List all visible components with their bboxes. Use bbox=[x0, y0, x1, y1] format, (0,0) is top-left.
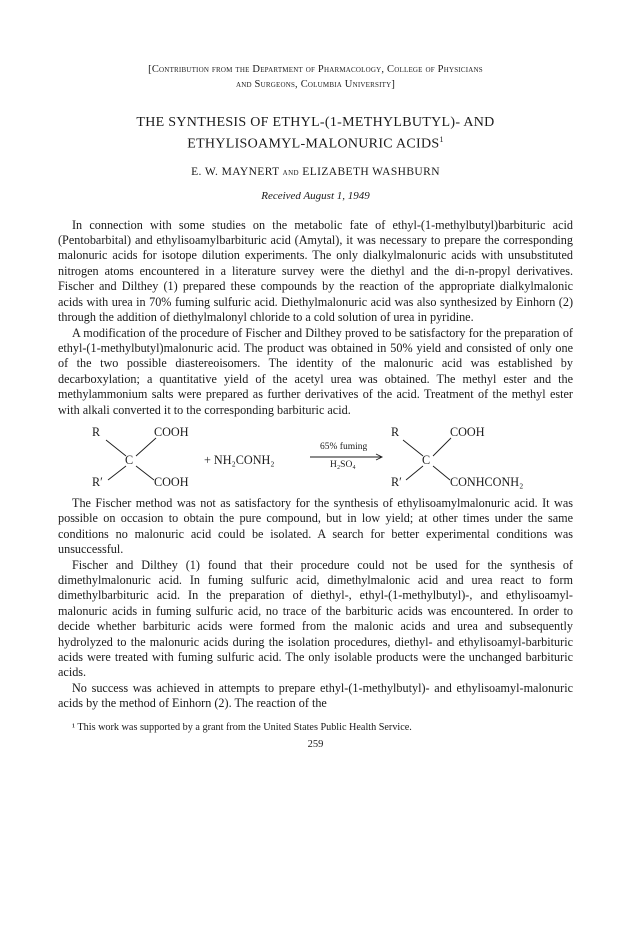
right-rprime-group: R′ bbox=[391, 474, 402, 489]
paragraph-1: In connection with some studies on the metabolic fate of ethyl-(1-methylbutyl)barbituric acid (Pentobarbital) and ethylisoamylbarbituric acid (Amytal), it was necessary to prepare the corresponding malonuric acids for isotope dilution experiments. The only dialkylmalonuric acids with unsubstituted nitrogen atoms encountered in a literature survey were the diethyl and the di-n-propyl derivatives. Fischer and Dilthey (1) prepared these compounds by the reaction of the appropriate dialkylmalonic acids with urea in 70% fuming sulfuric acid. Diethylmalonuric acid was also synthesized by Einhorn (2) through the addition of diethylmalonyl chloride to a cold solution of urea in pyridine. bbox=[58, 217, 573, 325]
contribution-line-1: [Contribution from the Department of Pharmacology, College of Physicians bbox=[148, 64, 483, 75]
page-number: 259 bbox=[307, 738, 324, 750]
authors bbox=[58, 166, 573, 178]
title-line-2: ETHYLISOAMYL-MALONURIC ACIDS$^1$ bbox=[187, 135, 444, 152]
urea-reagent: + NH₂CONH₂ bbox=[204, 452, 275, 467]
left-r-group: R bbox=[92, 424, 101, 439]
left-rprime-group: R′ bbox=[92, 474, 103, 489]
paragraph-3: The Fischer method was not as satisfactory for the synthesis of ethylisoamylmalonuric acid. It was possible on occasion to obtain the pure compound, but in low yield; at other times under the same conditions no malonuric acid could be isolated. A search for better experimental conditions was unsuccessful. bbox=[58, 495, 573, 557]
right-cooh-top: COOH bbox=[450, 424, 485, 439]
right-carbon: C bbox=[422, 452, 431, 467]
paragraph-2: A modification of the procedure of Fischer and Dilthey proved to be satisfactory for the preparation of ethyl-(1-methylbutyl)malonuric acid. The product was obtained in 50% yield and consisted of only one of the two possible diastereoisomers. The identity of the malonuric acid was established by decarboxylation; a quantitative yield of the acetyl urea was obtained. The methyl ester and the methylammonium salts were prepared as further derivatives of the acid. Treatment of the methyl ester with alkali converted it to the corresponding barbituric acid. bbox=[58, 325, 573, 417]
author-2: ELIZABETH WASHBURN bbox=[302, 165, 440, 178]
title-line-1: THE SYNTHESIS OF ETHYL-(1-METHYLBUTYL)- AND bbox=[136, 115, 495, 130]
contribution-header bbox=[58, 62, 573, 92]
arrow-condition-below: H₂SO₄ bbox=[330, 459, 356, 470]
footnote: ¹ This work was supported by a grant from the United States Public Health Service. bbox=[72, 721, 412, 733]
left-cooh-top: COOH bbox=[154, 424, 189, 439]
left-cooh-bottom: COOH bbox=[154, 474, 189, 489]
paper-page bbox=[58, 62, 573, 750]
contribution-line-2: and Surgeons, Columbia University] bbox=[235, 79, 396, 90]
author-1: E. W. MAYNERT bbox=[191, 165, 280, 178]
left-carbon: C bbox=[125, 452, 134, 467]
author-and: and bbox=[282, 166, 299, 178]
title-footnote-mark: 1 bbox=[439, 135, 444, 144]
arrow-condition-above: 65% fuming bbox=[320, 441, 368, 452]
paragraph-5: No success was achieved in attempts to prepare ethyl-(1-methylbutyl)- and ethylisoamyl-malonuric acids by the method of Einhorn (2). The reaction of the bbox=[58, 680, 573, 711]
right-r-group: R bbox=[391, 424, 400, 439]
received-date: Received August 1, 1949 bbox=[261, 189, 370, 202]
right-conhconh2: CONHCONH₂ bbox=[450, 474, 524, 489]
paper-title bbox=[58, 114, 573, 153]
reaction-scheme bbox=[58, 424, 573, 488]
paragraph-4: Fischer and Dilthey (1) found that their procedure could not be used for the synthesis of dimethylmalonuric acid. In fuming sulfuric acid, dimethylmalonic acid and urea react to form dimethylbarbituric acid. In the preparation of diethyl-, ethyl-(1-methylbutyl)-, and ethylisoamyl-malonuric acids in fuming sulfuric acid, no trace of the barbituric acids was encountered. In order to decide whether barbituric acids were formed from the malonic acids and urea and subsequently hydrolyzed to the malonuric acids during the isolation procedures, diethyl- and ethylisoamyl-barbituric acids were treated with fuming sulfuric acid. The only isolable products were the unchanged barbituric acids. bbox=[58, 557, 573, 680]
